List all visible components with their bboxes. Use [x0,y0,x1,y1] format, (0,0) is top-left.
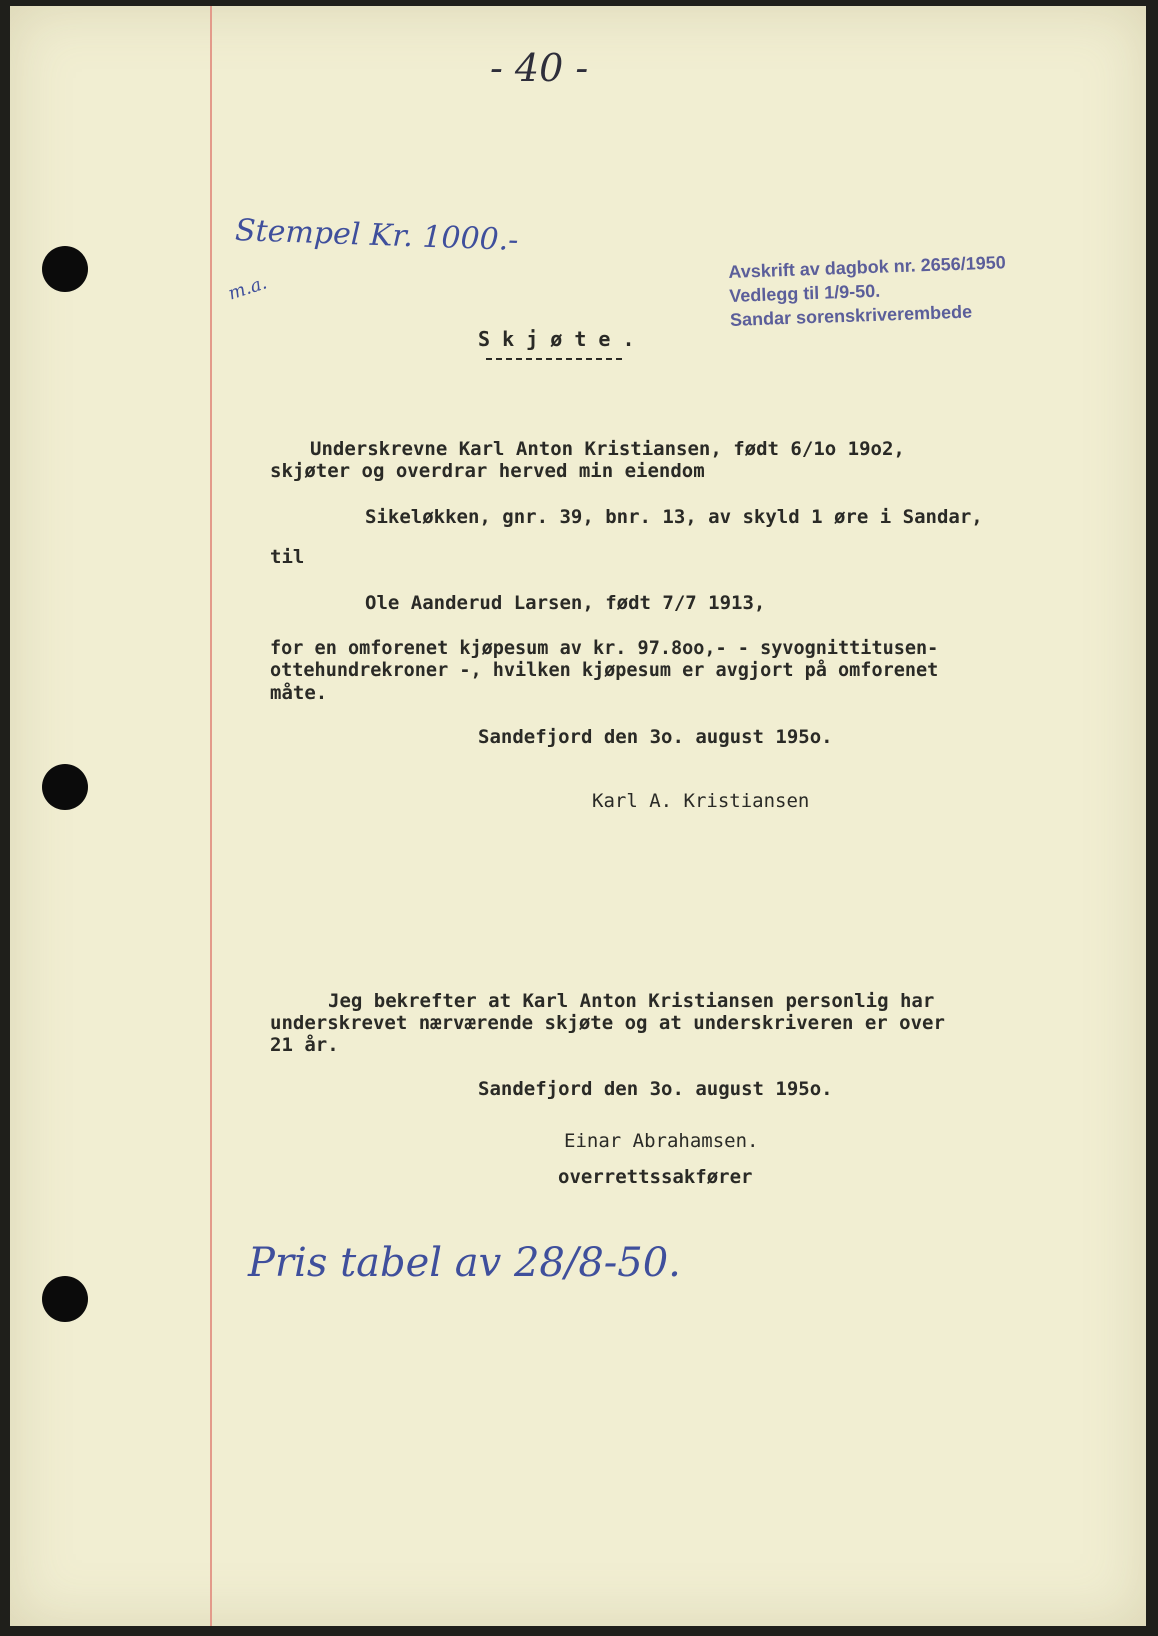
punch-hole [42,1276,88,1322]
price-line3: måte. [270,682,328,704]
title-underline [486,358,622,360]
confirm-line1: Jeg bekrefter at Karl Anton Kristiansen personlig har [328,990,935,1012]
confirm-line3: 21 år. [270,1034,339,1056]
property-line: Sikeløkken, gnr. 39, bnr. 13, av skyld 1 øre i Sandar, [365,506,983,528]
stamp-line-3: Sandar sorenskriverembede [729,301,973,330]
signature-2-title: overrettssakfører [558,1166,753,1188]
initials-note: m.a. [225,272,270,305]
price-table-note: Pris tabel av 28/8-50. [248,1240,681,1286]
registry-stamp [728,250,1008,332]
margin-line [210,6,212,1626]
til-word: til [270,546,305,568]
para1-line2: skjøter og overdrar herved min eiendom [270,460,705,482]
document-page [10,6,1146,1626]
punch-hole [42,246,88,292]
price-line1: for en omforenet kjøpesum av kr. 97.8oo,- - syvognittitusen- [270,638,939,659]
document-title: S k j ø t e . [478,327,635,351]
stamp-line-2: Vedlegg til 1/9-50. [728,280,881,306]
stamp-fee-note: Stempel Kr. 1000.- [234,213,519,258]
buyer-line: Ole Aanderud Larsen, født 7/7 1913, [365,592,766,614]
para1-line1: Underskrevne Karl Anton Kristiansen, født 6/1o 19o2, [310,438,905,460]
page-number: - 40 - [490,46,589,90]
confirm-line2: underskrevet nærværende skjøte og at underskriveren er over [270,1012,945,1034]
stamp-line-1: Avskrift av dagbok nr. 2656/1950 [728,252,1007,282]
signature-1: Karl A. Kristiansen [592,790,810,812]
place-date-2: Sandefjord den 3o. august 195o. [478,1078,833,1100]
signature-2: Einar Abrahamsen. [564,1130,759,1152]
punch-hole [42,764,88,810]
place-date-1: Sandefjord den 3o. august 195o. [478,726,833,748]
price-line2: ottehundrekroner -, hvilken kjøpesum er avgjort på omforenet [270,660,939,681]
